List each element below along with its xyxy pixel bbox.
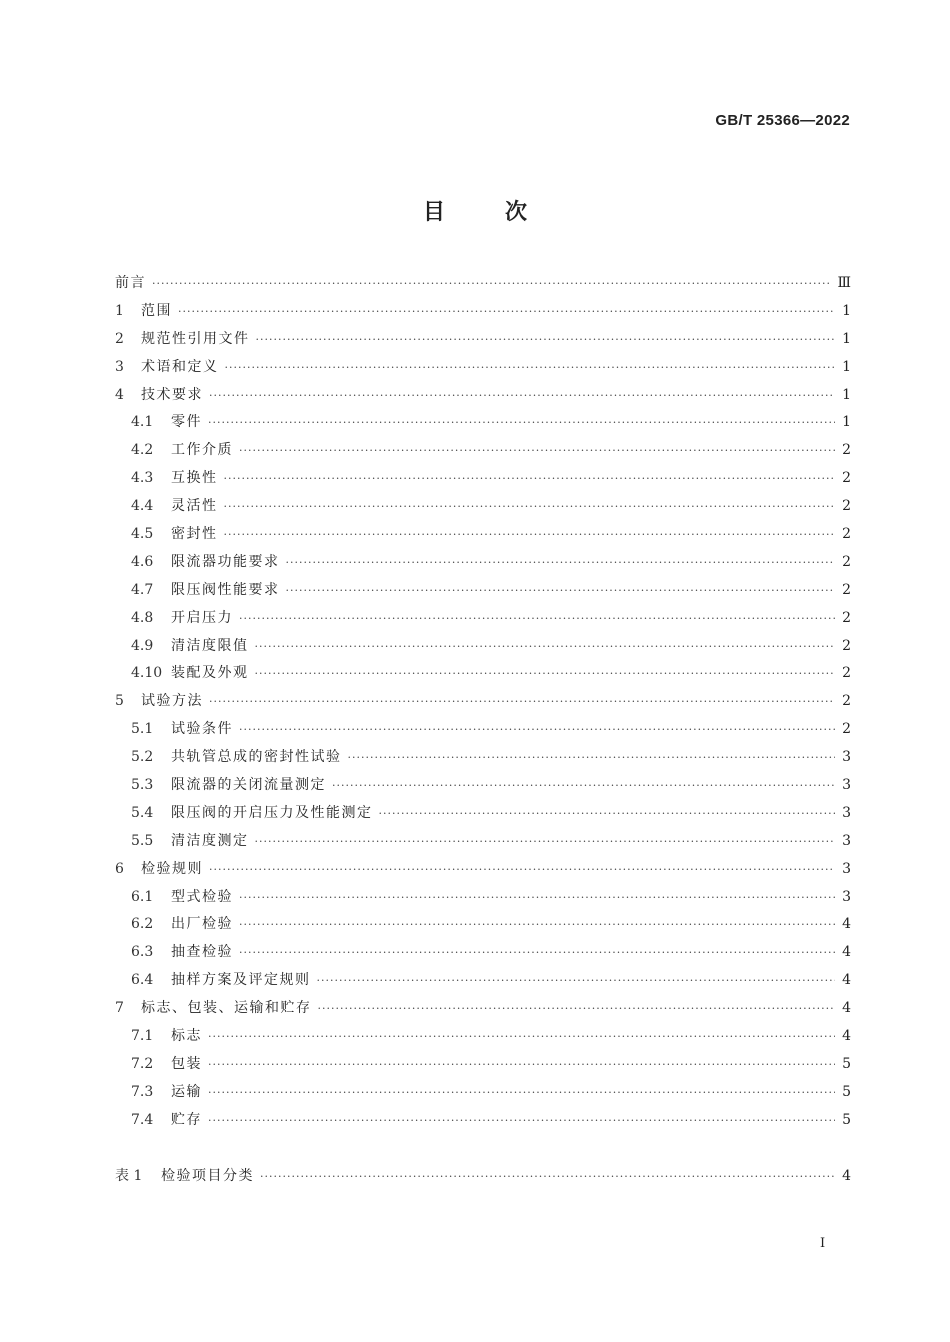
toc-entry-number: 4.2 — [131, 442, 154, 459]
toc-entry-label: 检验项目分类 — [161, 1168, 254, 1184]
toc-entry-number: 5.5 — [131, 832, 154, 849]
toc-entry-page: 2 — [842, 581, 851, 598]
toc-entry[interactable] — [115, 1079, 851, 1107]
page-number: Ⅰ — [820, 1236, 826, 1251]
toc-entry-page: Ⅲ — [837, 275, 851, 291]
dot-leader — [256, 326, 836, 354]
toc-entry[interactable] — [115, 716, 851, 744]
toc-entry[interactable] — [115, 772, 851, 800]
toc-entry-label: 限压阀的开启压力及性能测定 — [171, 804, 373, 821]
toc-entry-number: 5.2 — [131, 749, 154, 766]
toc-entry-label: 试验方法 — [141, 693, 203, 710]
toc-entry-number: 6.3 — [131, 944, 154, 961]
toc-entry-label: 抽查检验 — [171, 944, 233, 961]
toc-entry-page: 5 — [842, 1111, 851, 1128]
toc-entry-number: 5 — [115, 693, 124, 710]
page-title — [0, 195, 950, 226]
toc-entry-number: 7.4 — [131, 1111, 154, 1128]
toc-entry[interactable] — [115, 437, 851, 465]
toc-entry-page: 1 — [842, 358, 851, 375]
title-char-1: 目 — [422, 200, 445, 225]
toc-entry[interactable] — [115, 660, 851, 688]
toc-entry[interactable] — [115, 856, 851, 884]
toc-entry[interactable] — [115, 298, 851, 326]
toc-entry[interactable] — [115, 409, 851, 437]
title-char-2: 次 — [505, 200, 528, 225]
dot-leader — [178, 298, 835, 326]
dot-leader — [239, 605, 835, 633]
toc-entry-number: 4 — [115, 386, 124, 403]
toc-entry-page: 2 — [842, 553, 851, 570]
dot-leader — [208, 409, 835, 437]
dot-leader — [239, 884, 835, 912]
toc-entry-page: 5 — [842, 1083, 851, 1100]
toc-entry-page: 1 — [842, 386, 851, 403]
toc-entry[interactable] — [115, 744, 851, 772]
toc-entry[interactable] — [115, 577, 851, 605]
dot-leader — [209, 688, 835, 716]
toc-entry-page: 5 — [842, 1055, 851, 1072]
toc-entry-page: 3 — [842, 832, 851, 849]
toc-entry-label: 装配及外观 — [171, 665, 249, 682]
toc-entry-page: 4 — [842, 1000, 851, 1017]
toc-entry-number: 6.2 — [131, 916, 154, 933]
toc-entry-number: 7 — [115, 1000, 124, 1017]
toc-entry-page: 3 — [842, 777, 851, 794]
toc-entry-label: 运输 — [171, 1083, 202, 1100]
toc-entry-label: 限流器功能要求 — [171, 553, 280, 570]
toc-entry-number: 6.4 — [131, 972, 154, 989]
standard-code: GB/T 25366—2022 — [715, 112, 850, 129]
toc-entry[interactable] — [115, 465, 851, 493]
toc-entry-label: 限压阀性能要求 — [171, 581, 280, 598]
toc-entry-page: 2 — [842, 637, 851, 654]
toc-entry-label: 前言 — [115, 275, 146, 291]
toc-entry-number: 4.8 — [131, 609, 154, 626]
dot-leader — [208, 1023, 835, 1051]
dot-leader — [260, 1163, 835, 1191]
toc-entry-label: 试验条件 — [171, 721, 233, 738]
toc-entry-label: 术语和定义 — [141, 358, 219, 375]
dot-leader — [208, 1079, 835, 1107]
toc-entry-page: 4 — [842, 1168, 851, 1184]
toc-entry-page: 1 — [842, 330, 851, 347]
toc-entry-page: 4 — [842, 916, 851, 933]
dot-leader — [332, 772, 835, 800]
dot-leader — [152, 270, 831, 298]
dot-leader — [255, 660, 836, 688]
toc-entry-label: 规范性引用文件 — [141, 330, 250, 347]
dot-leader — [239, 911, 835, 939]
toc-entry-number: 5.3 — [131, 777, 154, 794]
toc-entry[interactable] — [115, 911, 851, 939]
toc-entry-label: 共轨管总成的密封性试验 — [171, 749, 342, 766]
toc-entry[interactable] — [115, 1107, 851, 1135]
dot-leader — [318, 995, 836, 1023]
toc-entry-label: 限流器的关闭流量测定 — [171, 777, 326, 794]
toc-entry[interactable] — [115, 995, 851, 1023]
toc-entry-label: 贮存 — [171, 1111, 202, 1128]
dot-leader — [224, 493, 836, 521]
toc-entry-page: 2 — [842, 498, 851, 515]
toc-entry-number: 4.7 — [131, 581, 154, 598]
toc-entry-label: 密封性 — [171, 526, 218, 543]
toc-entry-number: 4.10 — [131, 665, 163, 682]
toc-entry[interactable] — [115, 828, 851, 856]
toc-entry-number: 1 — [115, 302, 124, 319]
table-of-contents — [115, 270, 851, 1135]
toc-entry-number: 4.6 — [131, 553, 154, 570]
toc-entry[interactable] — [115, 326, 851, 354]
toc-entry[interactable] — [115, 1051, 851, 1079]
toc-entry[interactable] — [115, 382, 851, 410]
toc-entry[interactable] — [115, 549, 851, 577]
toc-entry-number: 7.2 — [131, 1055, 154, 1072]
toc-entry[interactable] — [115, 270, 851, 298]
toc-entry-number: 4.4 — [131, 498, 154, 515]
dot-leader — [255, 828, 836, 856]
dot-leader — [286, 577, 836, 605]
toc-entry-label: 工作介质 — [171, 442, 233, 459]
toc-entry-page: 3 — [842, 860, 851, 877]
toc-entry-label: 技术要求 — [141, 386, 203, 403]
dot-leader — [225, 354, 836, 382]
toc-entry-page: 2 — [842, 665, 851, 682]
dot-leader — [379, 800, 836, 828]
toc-entry-number: 6 — [115, 860, 124, 877]
list-of-tables — [115, 1163, 851, 1191]
toc-entry-number: 6.1 — [131, 888, 154, 905]
dot-leader — [348, 744, 836, 772]
toc-entry-page: 3 — [842, 749, 851, 766]
toc-entry-page: 3 — [842, 804, 851, 821]
toc-entry-page: 4 — [842, 1028, 851, 1045]
toc-entry-number: 表 1 — [115, 1168, 143, 1184]
dot-leader — [209, 856, 835, 884]
toc-entry-label: 型式检验 — [171, 888, 233, 905]
toc-entry[interactable] — [115, 939, 851, 967]
toc-entry-label: 检验规则 — [141, 860, 203, 877]
dot-leader — [286, 549, 836, 577]
toc-entry-label: 清洁度限值 — [171, 637, 249, 654]
toc-entry-number: 4.1 — [131, 414, 154, 431]
toc-entry-page: 2 — [842, 442, 851, 459]
toc-entry-number: 5.4 — [131, 804, 154, 821]
toc-entry-number: 2 — [115, 330, 124, 347]
dot-leader — [239, 716, 835, 744]
toc-entry-label: 包装 — [171, 1055, 202, 1072]
toc-entry-label: 清洁度测定 — [171, 832, 249, 849]
toc-entry-page: 3 — [842, 888, 851, 905]
dot-leader — [224, 521, 836, 549]
toc-entry-number: 4.9 — [131, 637, 154, 654]
dot-leader — [317, 967, 836, 995]
toc-entry[interactable] — [115, 800, 851, 828]
toc-entry-page: 2 — [842, 609, 851, 626]
dot-leader — [208, 1051, 835, 1079]
toc-entry-page: 2 — [842, 470, 851, 487]
toc-entry-page: 1 — [842, 302, 851, 319]
toc-entry[interactable] — [115, 354, 851, 382]
dot-leader — [208, 1107, 835, 1135]
toc-entry[interactable] — [115, 1023, 851, 1051]
toc-entry-label: 抽样方案及评定规则 — [171, 972, 311, 989]
toc-entry-number: 7.3 — [131, 1083, 154, 1100]
toc-entry[interactable] — [115, 521, 851, 549]
toc-entry-page: 2 — [842, 721, 851, 738]
dot-leader — [224, 465, 836, 493]
toc-entry-number: 4.5 — [131, 526, 154, 543]
dot-leader — [255, 633, 836, 661]
toc-entry-label: 标志 — [171, 1028, 202, 1045]
toc-entry-number: 4.3 — [131, 470, 154, 487]
toc-entry[interactable] — [115, 1163, 851, 1191]
toc-entry-label: 范围 — [141, 302, 172, 319]
toc-entry[interactable] — [115, 884, 851, 912]
toc-entry-label: 零件 — [171, 414, 202, 431]
toc-entry[interactable] — [115, 493, 851, 521]
toc-entry-number: 7.1 — [131, 1028, 154, 1045]
toc-entry[interactable] — [115, 633, 851, 661]
toc-entry-label: 标志、包装、运输和贮存 — [141, 1000, 312, 1017]
toc-entry-number: 5.1 — [131, 721, 154, 738]
dot-leader — [239, 939, 835, 967]
toc-entry-page: 2 — [842, 526, 851, 543]
dot-leader — [239, 437, 835, 465]
toc-entry-label: 开启压力 — [171, 609, 233, 626]
dot-leader — [209, 382, 835, 410]
toc-entry-page: 1 — [842, 414, 851, 431]
toc-entry[interactable] — [115, 688, 851, 716]
toc-entry[interactable] — [115, 605, 851, 633]
toc-entry-page: 4 — [842, 972, 851, 989]
toc-entry-page: 2 — [842, 693, 851, 710]
toc-entry-label: 出厂检验 — [171, 916, 233, 933]
toc-entry[interactable] — [115, 967, 851, 995]
toc-entry-page: 4 — [842, 944, 851, 961]
toc-entry-label: 互换性 — [171, 470, 218, 487]
toc-entry-label: 灵活性 — [171, 498, 218, 515]
toc-entry-number: 3 — [115, 358, 124, 375]
